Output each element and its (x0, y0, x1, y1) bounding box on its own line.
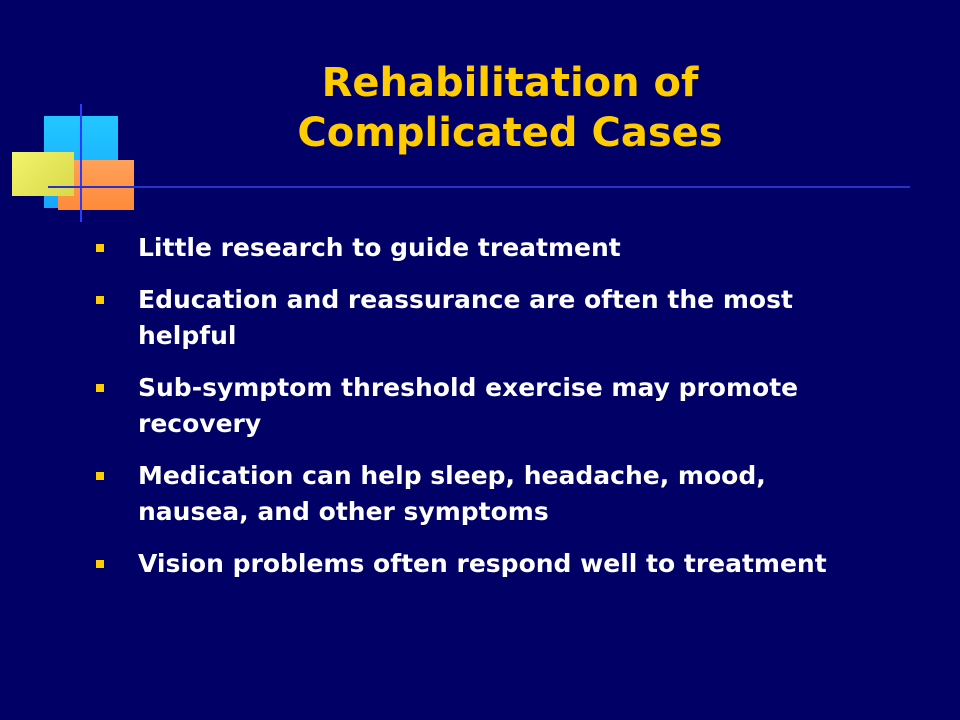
square-bullet-icon (96, 560, 104, 568)
bullet-item (92, 230, 852, 266)
bullet-text: Medication can help sleep, headache, mood, nausea, and other symptoms (138, 461, 766, 526)
bullet-item (92, 458, 852, 530)
bullet-item (92, 282, 852, 354)
decorative-yellow-square (12, 152, 74, 196)
bullet-text: Vision problems often respond well to treatment (138, 549, 827, 578)
bullet-text: Little research to guide treatment (138, 233, 621, 262)
square-bullet-icon (96, 384, 104, 392)
title-divider-line (48, 186, 910, 188)
bullet-text: Education and reassurance are often the most helpful (138, 285, 793, 350)
square-bullet-icon (96, 244, 104, 252)
bullet-item (92, 370, 852, 442)
square-bullet-icon (96, 296, 104, 304)
title-line-1: Rehabilitation of (321, 60, 699, 106)
square-bullet-icon (96, 472, 104, 480)
bullet-text: Sub-symptom threshold exercise may promote recovery (138, 373, 799, 438)
slide-title (220, 58, 800, 158)
bullet-item (92, 546, 852, 582)
title-line-2: Complicated Cases (297, 110, 723, 156)
bullet-list (92, 230, 852, 598)
decorative-vertical-line (80, 104, 82, 222)
